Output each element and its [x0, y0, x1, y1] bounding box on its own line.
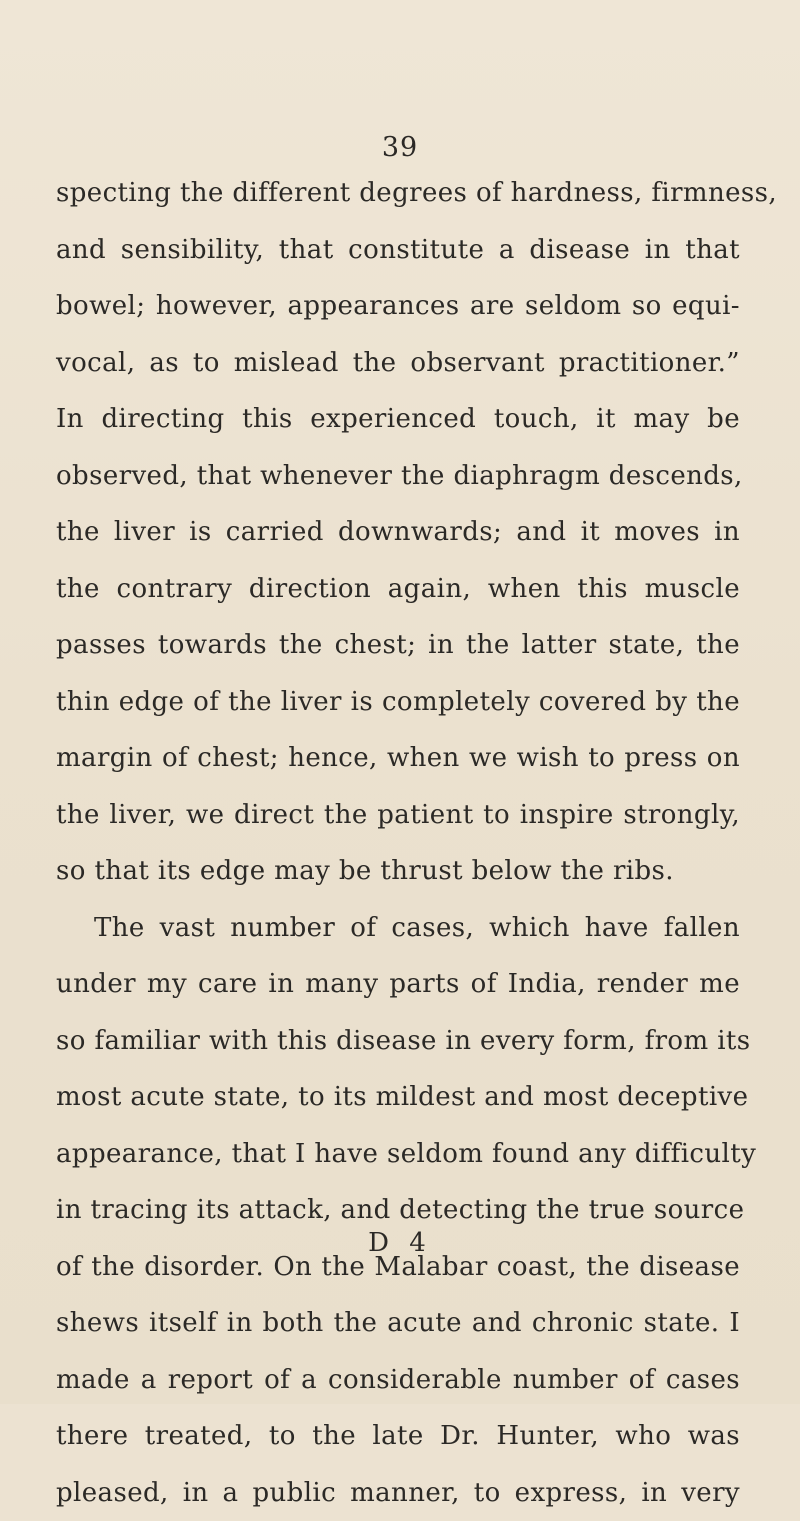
- text-line: bowel; however, appearances are seldom so equi-: [56, 278, 740, 335]
- text-line: appearance, that I have seldom found any difficulty: [56, 1126, 740, 1183]
- text-line: vocal, as to mislead the observant practitioner.”: [56, 335, 740, 392]
- text-line: made a report of a considerable number of cases: [56, 1352, 740, 1409]
- text-line: under my care in many parts of India, render me: [56, 956, 740, 1013]
- text-line: in tracing its attack, and detecting the true source: [56, 1182, 740, 1239]
- text-line: specting the different degrees of hardness, firmness,: [56, 165, 740, 222]
- text-line: shews itself in both the acute and chronic state. I: [56, 1295, 740, 1352]
- text-line: the liver is carried downwards; and it moves in: [56, 504, 740, 561]
- body-text: [56, 165, 740, 1521]
- text-line: In directing this experienced touch, it may be: [56, 391, 740, 448]
- text-line: observed, that whenever the diaphragm descends,: [56, 448, 740, 505]
- page-number: 39: [0, 132, 800, 163]
- text-line: of the disorder. On the Malabar coast, the disease: [56, 1239, 740, 1296]
- paragraph-end-line: so that its edge may be thrust below the ribs.: [56, 843, 740, 900]
- text-line: the liver, we direct the patient to inspire strongly,: [56, 787, 740, 844]
- text-line: most acute state, to its mildest and most deceptive: [56, 1069, 740, 1126]
- text-line: thin edge of the liver is completely covered by the: [56, 674, 740, 731]
- text-line: margin of chest; hence, when we wish to press on: [56, 730, 740, 787]
- signature-mark: D 4: [0, 1228, 800, 1258]
- text-line: passes towards the chest; in the latter state, the: [56, 617, 740, 674]
- text-line: so familiar with this disease in every form, from its: [56, 1013, 740, 1070]
- text-line: the contrary direction again, when this muscle: [56, 561, 740, 618]
- text-line: pleased, in a public manner, to express, in very: [56, 1465, 740, 1521]
- paragraph-start-line: The vast number of cases, which have fallen: [56, 900, 740, 957]
- text-line: and sensibility, that constitute a disease in that: [56, 222, 740, 279]
- text-line: there treated, to the late Dr. Hunter, who was: [56, 1408, 740, 1465]
